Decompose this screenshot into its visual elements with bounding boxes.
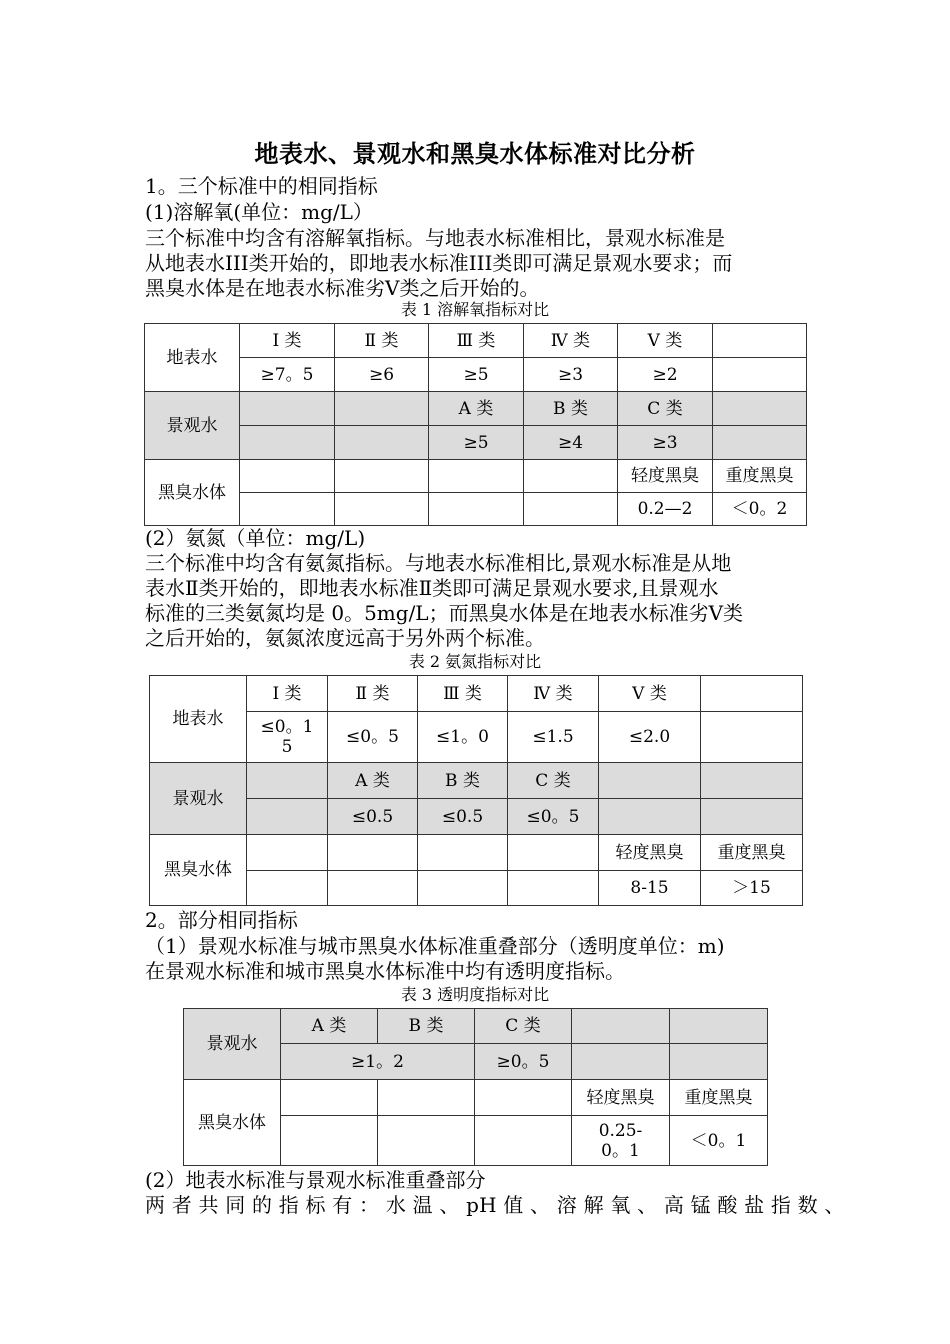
class-header: Ⅰ 类 — [240, 324, 335, 358]
empty-cell — [701, 763, 803, 799]
empty-cell — [599, 799, 701, 835]
empty-cell — [508, 835, 599, 871]
empty-cell — [247, 799, 328, 835]
paragraph-line: 三个标准中均含有溶解氧指标。与地表水标准相比，景观水标准是 — [145, 226, 725, 250]
empty-cell — [475, 1080, 572, 1116]
paragraph-line: 在景观水标准和城市黑臭水体标准中均有透明度指标。 — [145, 959, 625, 983]
class-header: Ⅰ 类 — [247, 676, 328, 712]
class-header: B 类 — [418, 763, 508, 799]
empty-cell — [701, 799, 803, 835]
empty-cell — [670, 1009, 768, 1044]
value-cell: ＜0。1 — [670, 1116, 768, 1166]
paragraph-line: 两 者 共 同 的 指 标 有 ： 水 温 、 pH 值 、 溶 解 氧 、 高 锰 酸 盐 指 数 、 — [145, 1193, 845, 1217]
value-line: ≤0。1 — [260, 717, 314, 737]
empty-cell — [247, 763, 328, 799]
class-header: Ⅱ 类 — [328, 676, 418, 712]
empty-cell — [713, 324, 807, 358]
empty-cell — [713, 426, 807, 460]
empty-cell — [335, 493, 429, 526]
paragraph-line: 表水Ⅱ类开始的，即地表水标准Ⅱ类即可满足景观水要求,且景观水 — [145, 576, 719, 600]
empty-cell — [328, 835, 418, 871]
class-header: 重度黑臭 — [701, 835, 803, 871]
empty-cell — [599, 763, 701, 799]
empty-cell — [247, 871, 328, 906]
empty-cell — [335, 460, 429, 493]
value-cell: ≤0.5 — [418, 799, 508, 835]
empty-cell — [240, 392, 335, 426]
ammonia-nitrogen-table — [149, 675, 803, 906]
class-header: C 类 — [475, 1009, 572, 1044]
empty-cell — [240, 460, 335, 493]
row-label-surface: 地表水 — [145, 324, 240, 392]
class-header: Ⅲ 类 — [418, 676, 508, 712]
row-label-landscape: 景观水 — [150, 763, 247, 835]
subsection-heading: (2）地表水标准与景观水标准重叠部分 — [145, 1168, 486, 1192]
class-header: A 类 — [429, 392, 524, 426]
class-header: A 类 — [328, 763, 418, 799]
table-caption: 表 2 氨氮指标对比 — [408, 652, 542, 671]
paragraph-line: 之后开始的，氨氮浓度远高于另外两个标准。 — [145, 626, 545, 650]
empty-cell — [328, 871, 418, 906]
value-cell: ≥5 — [429, 426, 524, 460]
empty-cell — [429, 460, 524, 493]
empty-cell — [524, 493, 618, 526]
empty-cell — [701, 676, 803, 712]
value-line: 5 — [281, 737, 293, 757]
subsection-heading: （1）景观水标准与城市黑臭水体标准重叠部分（透明度单位：m) — [145, 934, 725, 958]
paragraph-line: 从地表水III类开始的，即地表水标准III类即可满足景观水要求；而 — [145, 251, 733, 275]
empty-cell — [572, 1009, 670, 1044]
empty-cell — [418, 835, 508, 871]
empty-cell — [713, 392, 807, 426]
class-header: Ⅳ 类 — [508, 676, 599, 712]
value-cell: ≥0。5 — [475, 1044, 572, 1080]
class-header: A 类 — [281, 1009, 378, 1044]
value-cell: ≤1.5 — [508, 712, 599, 763]
class-header: C 类 — [508, 763, 599, 799]
value-line: 0。1 — [601, 1140, 640, 1161]
value-cell: ≥2 — [618, 358, 713, 392]
empty-cell — [418, 871, 508, 906]
empty-cell — [335, 392, 429, 426]
dissolved-oxygen-table — [144, 323, 807, 526]
value-cell: ≥3 — [524, 358, 618, 392]
class-header: 轻度黑臭 — [618, 460, 713, 493]
transparency-table — [183, 1008, 768, 1166]
class-header: 重度黑臭 — [713, 460, 807, 493]
class-header: B 类 — [378, 1009, 475, 1044]
class-header: 轻度黑臭 — [572, 1080, 670, 1116]
empty-cell — [378, 1080, 475, 1116]
empty-cell — [475, 1116, 572, 1166]
paragraph-line: 黑臭水体是在地表水标准劣Ⅴ类之后开始的。 — [145, 276, 540, 300]
value-cell — [572, 1116, 670, 1166]
empty-cell — [378, 1116, 475, 1166]
value-cell: ＞15 — [701, 871, 803, 906]
row-label-landscape: 景观水 — [145, 392, 240, 460]
empty-cell — [713, 358, 807, 392]
value-cell: ≤2.0 — [599, 712, 701, 763]
section-heading: 1。三个标准中的相同指标 — [145, 174, 378, 198]
class-header: Ⅱ 类 — [335, 324, 429, 358]
value-cell: ≥1。2 — [281, 1044, 475, 1080]
value-cell: ≥3 — [618, 426, 713, 460]
row-label-surface: 地表水 — [150, 676, 247, 763]
empty-cell — [524, 460, 618, 493]
empty-cell — [281, 1116, 378, 1166]
value-cell: ≤0.5 — [328, 799, 418, 835]
value-cell: ≤0。5 — [328, 712, 418, 763]
empty-cell — [335, 426, 429, 460]
class-header: Ⅲ 类 — [429, 324, 524, 358]
value-cell — [247, 712, 328, 763]
class-header: 重度黑臭 — [670, 1080, 768, 1116]
value-cell: ≥5 — [429, 358, 524, 392]
value-cell: ≥4 — [524, 426, 618, 460]
empty-cell — [701, 712, 803, 763]
paragraph-line: 三个标准中均含有氨氮指标。与地表水标准相比,景观水标准是从地 — [145, 551, 732, 575]
empty-cell — [508, 871, 599, 906]
value-cell: ≤0。5 — [508, 799, 599, 835]
empty-cell — [429, 493, 524, 526]
value-cell: 0.2—2 — [618, 493, 713, 526]
value-cell: ≥6 — [335, 358, 429, 392]
empty-cell — [670, 1044, 768, 1080]
class-header: Ⅴ 类 — [618, 324, 713, 358]
subsection-heading: (2）氨氮（单位：mg/L) — [145, 526, 366, 550]
row-label-black-odorous: 黑臭水体 — [184, 1080, 281, 1166]
value-cell: ＜0。2 — [713, 493, 807, 526]
value-cell: 8-15 — [599, 871, 701, 906]
class-header: 轻度黑臭 — [599, 835, 701, 871]
section-heading: 2。部分相同指标 — [145, 908, 298, 932]
empty-cell — [281, 1080, 378, 1116]
table-caption: 表 3 透明度指标对比 — [400, 985, 550, 1004]
row-label-landscape: 景观水 — [184, 1009, 281, 1080]
class-header: Ⅳ 类 — [524, 324, 618, 358]
class-header: C 类 — [618, 392, 713, 426]
empty-cell — [572, 1044, 670, 1080]
value-cell: ≤1。0 — [418, 712, 508, 763]
subsection-heading: (1)溶解氧(单位：mg/L） — [145, 200, 373, 224]
value-cell: ≥7。5 — [240, 358, 335, 392]
paragraph-line: 标准的三类氨氮均是 0。5mg/L；而黑臭水体是在地表水标准劣Ⅴ类 — [145, 601, 744, 625]
value-line: 0.25- — [598, 1120, 643, 1141]
class-header: B 类 — [524, 392, 618, 426]
row-label-black-odorous: 黑臭水体 — [145, 460, 240, 526]
empty-cell — [247, 835, 328, 871]
empty-cell — [240, 493, 335, 526]
page-title: 地表水、景观水和黑臭水体标准对比分析 — [254, 139, 696, 168]
row-label-black-odorous: 黑臭水体 — [150, 835, 247, 906]
class-header: Ⅴ 类 — [599, 676, 701, 712]
empty-cell — [240, 426, 335, 460]
table-caption: 表 1 溶解氧指标对比 — [400, 300, 550, 319]
